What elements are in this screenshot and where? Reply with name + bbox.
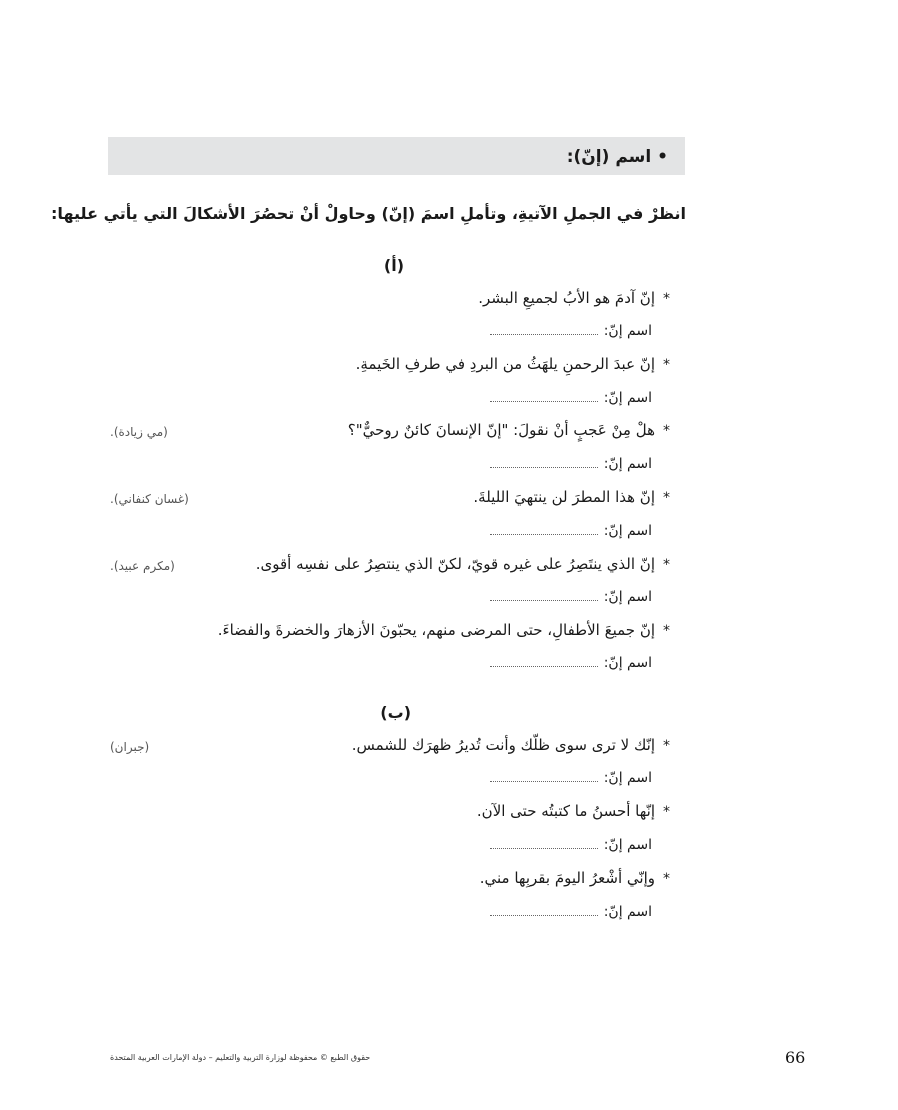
sentence-text: إنّ الذي ينتَصِرُ على غيره قويّ، لكنّ الذي ينتصِرُ على نفسِه أقوى. (255, 555, 655, 573)
answer-label: اسم إنّ: (603, 655, 652, 671)
answer-label: اسم إنّ: (603, 589, 652, 605)
answer-line[interactable] (490, 904, 652, 920)
answer-line[interactable] (490, 523, 652, 539)
answer-blank[interactable] (490, 838, 598, 849)
sentence-a5 (256, 555, 670, 573)
bullet-star: * (663, 291, 670, 307)
answer-blank[interactable] (490, 656, 598, 667)
answer-label: اسم إنّ: (603, 904, 652, 920)
author-credit: (جبران) (110, 740, 150, 754)
sentence-a4 (473, 488, 670, 506)
sentence-a1 (478, 289, 670, 307)
answer-line[interactable] (490, 589, 652, 605)
sentence-text: إنّك لا ترى سوى ظلّك وأنت تُديرُ ظهرَك للشمس. (351, 736, 655, 754)
answer-blank[interactable] (490, 590, 598, 601)
sentence-text: إنّ آدمَ هو الأبُ لجميعِ البشر. (478, 289, 655, 307)
answer-label: اسم إنّ: (603, 390, 652, 406)
section-a-label: (أ) (383, 256, 404, 275)
answer-line[interactable] (490, 837, 652, 853)
answer-blank[interactable] (490, 524, 598, 535)
answer-blank[interactable] (490, 391, 598, 402)
page-number: 66 (785, 1048, 806, 1067)
answer-line[interactable] (490, 770, 652, 786)
author-credit: (مي زيادة). (110, 425, 168, 439)
section-b-label: (ب) (380, 703, 411, 722)
bullet-star: * (663, 871, 670, 887)
sentence-b3 (480, 869, 670, 887)
answer-blank[interactable] (490, 324, 598, 335)
answer-blank[interactable] (490, 457, 598, 468)
sentence-a3 (348, 421, 670, 439)
bullet-star: * (663, 357, 670, 373)
answer-line[interactable] (490, 655, 652, 671)
author-credit: (غسان كنفاني). (110, 492, 189, 506)
sentence-text: هلْ مِنْ عَجبٍ أنْ نقولَ: "إنّ الإنسانَ كائنٌ روحيٌّ"؟ (347, 421, 655, 439)
answer-line[interactable] (490, 390, 652, 406)
answer-blank[interactable] (490, 905, 598, 916)
author-credit: (مكرم عبيد). (110, 559, 175, 573)
sentence-text: إنّها أحسنُ ما كتبتُه حتى الآن. (476, 802, 655, 820)
answer-line[interactable] (490, 323, 652, 339)
answer-label: اسم إنّ: (603, 770, 652, 786)
bullet-star: * (663, 804, 670, 820)
bullet-star: * (663, 423, 670, 439)
sentence-b1 (352, 736, 670, 754)
sentence-a6 (218, 621, 670, 639)
sentence-a2 (356, 355, 670, 373)
answer-blank[interactable] (490, 771, 598, 782)
bullet-star: * (663, 623, 670, 639)
answer-label: اسم إنّ: (603, 323, 652, 339)
bullet-star: * (663, 557, 670, 573)
sentence-text: إنّ جميعَ الأطفالِ، حتى المرضى منهم، يحبّونَ الأزهارَ والخضرةَ والفضاءَ. (217, 621, 655, 639)
answer-line[interactable] (490, 456, 652, 472)
bullet-star: * (663, 738, 670, 754)
answer-label: اسم إنّ: (603, 523, 652, 539)
sentence-text: وإنّي أشْعرُ اليومَ بقربِها مني. (479, 869, 655, 887)
copyright-notice: حقوق الطبع © محفوظة لوزارة التربية والتعليم – دولة الإمارات العربية المتحدة (110, 1053, 371, 1062)
bullet-star: * (663, 490, 670, 506)
instruction-text: انظرْ في الجملِ الآتيةِ، وتأملِ اسمَ (إنّ) وحاولْ أنْ تحصُرَ الأشكالَ التي يأتي عليها: (51, 204, 686, 223)
sentence-text: إنّ هذا المطرَ لن ينتهيَ الليلةَ. (473, 488, 655, 506)
sentence-text: إنّ عبدَ الرحمنِ يلهَثُ من البردِ في طرفِ الخَيمةِ. (355, 355, 655, 373)
section-title: • اسم (إنّ): (566, 147, 668, 167)
answer-label: اسم إنّ: (603, 456, 652, 472)
answer-label: اسم إنّ: (603, 837, 652, 853)
sentence-b2 (477, 802, 670, 820)
